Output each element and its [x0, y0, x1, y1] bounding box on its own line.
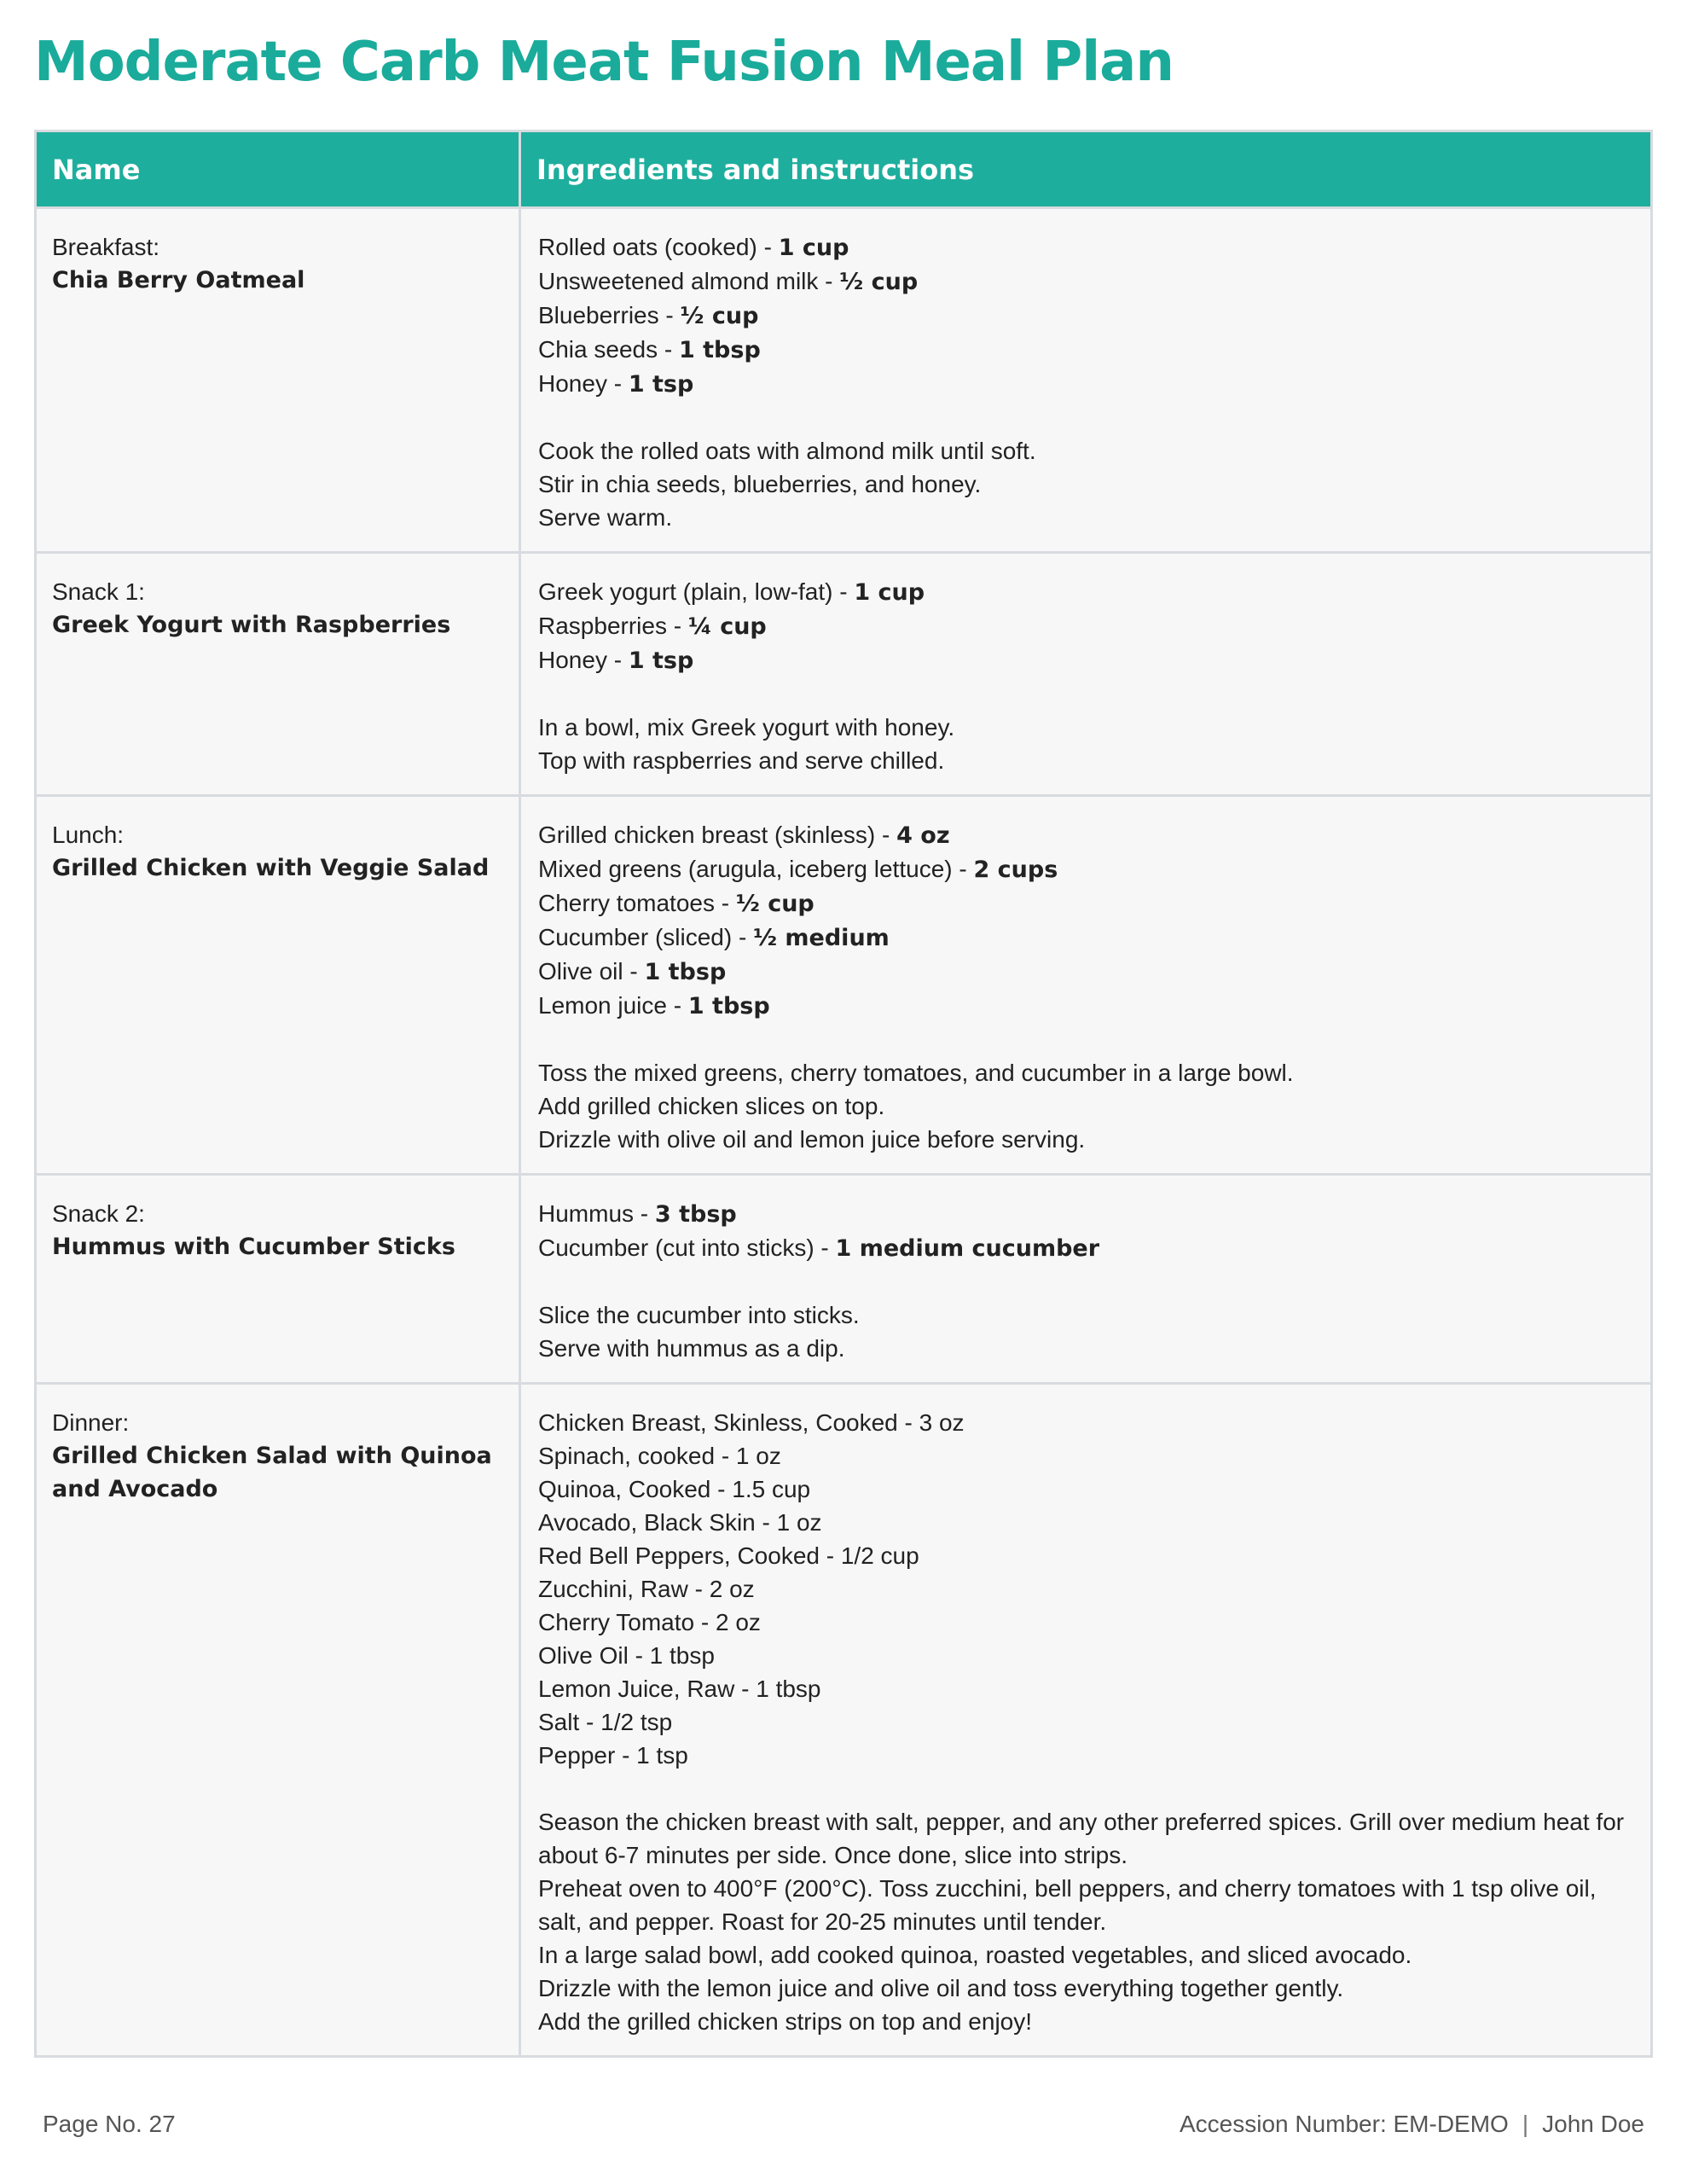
instruction-step: Drizzle with olive oil and lemon juice before serving.: [538, 1126, 1086, 1153]
ingredient-line: [538, 1539, 1633, 1572]
instruction-step: Add the grilled chicken strips on top and enjoy!: [538, 2008, 1033, 2035]
meal-label: Snack 2:: [52, 1200, 145, 1227]
ingredient-item: Rolled oats (cooked) -: [538, 234, 779, 260]
ingredient-line: [538, 955, 1633, 989]
meal-name-cell: [36, 1384, 520, 2057]
ingredient-amount: 1 tbsp: [644, 959, 727, 985]
meal-row: [36, 1384, 1652, 2057]
section-spacer: [538, 677, 1633, 711]
instruction-step: Serve with hummus as a dip.: [538, 1335, 845, 1362]
ingredient-line: [538, 1705, 1633, 1739]
ingredient-amount: 1 tbsp: [678, 337, 761, 363]
instruction-step: Serve warm.: [538, 504, 673, 531]
ingredient-amount: ¼ cup: [687, 613, 767, 640]
section-spacer: [538, 1023, 1633, 1056]
ingredient-item: Honey -: [538, 647, 629, 673]
instruction-step: Drizzle with the lemon juice and olive oil and toss everything together gently.: [538, 1975, 1344, 2001]
meal-name-cell: [36, 796, 520, 1175]
ingredient-item: Spinach, cooked - 1 oz: [538, 1443, 781, 1469]
instruction-step: Slice the cucumber into sticks.: [538, 1302, 860, 1328]
ingredient-line: [538, 852, 1633, 886]
ingredient-item: Chicken Breast, Skinless, Cooked - 3 oz: [538, 1409, 965, 1436]
meal-title: Grilled Chicken Salad with Quinoa and Avocado: [52, 1443, 492, 1502]
ingredient-amount: 2 cups: [973, 857, 1058, 883]
ingredient-line: [538, 643, 1633, 677]
ingredient-amount: 1 tbsp: [687, 993, 770, 1019]
accession-number: Accession Number: EM-DEMO: [1179, 2111, 1509, 2137]
footer-patient-info: [1180, 2111, 1644, 2138]
ingredient-amount: 3 tbsp: [654, 1201, 737, 1228]
ingredient-line: [538, 1572, 1633, 1606]
ingredient-line: [538, 1439, 1633, 1472]
ingredient-item: Lemon Juice, Raw - 1 tbsp: [538, 1676, 821, 1702]
ingredients-cell: [520, 796, 1652, 1175]
meal-title: Chia Berry Oatmeal: [52, 267, 305, 293]
ingredient-line: [538, 921, 1633, 955]
footer-separator: |: [1522, 2111, 1529, 2137]
ingredient-line: [538, 1197, 1633, 1231]
meal-label: Lunch:: [52, 822, 125, 848]
instruction-step: In a bowl, mix Greek yogurt with honey.: [538, 714, 955, 741]
ingredient-line: [538, 1739, 1633, 1772]
ingredient-line: [538, 367, 1633, 401]
instruction-step: Top with raspberries and serve chilled.: [538, 747, 945, 774]
ingredient-line: [538, 333, 1633, 367]
section-spacer: [538, 401, 1633, 434]
instruction-step: Stir in chia seeds, blueberries, and honey.: [538, 471, 982, 497]
ingredient-line: [538, 264, 1633, 299]
meal-plan-table: [34, 130, 1653, 2058]
ingredients-cell: [520, 1384, 1652, 2057]
instruction-step: In a large salad bowl, add cooked quinoa, roasted vegetables, and sliced avocado.: [538, 1942, 1412, 1968]
ingredient-amount: 1 medium cucumber: [835, 1235, 1100, 1262]
ingredient-amount: 1 cup: [854, 579, 925, 606]
instruction-step: Season the chicken breast with salt, pepper, and any other preferred spices. Grill over medium heat for about 6-7 minutes per side. Once done, slice into strips.: [538, 1809, 1625, 1868]
column-header-ingredients: Ingredients and instructions: [520, 131, 1652, 208]
ingredient-line: [538, 299, 1633, 333]
ingredient-amount: ½ cup: [735, 891, 815, 917]
patient-name: John Doe: [1542, 2111, 1644, 2137]
meal-label: Snack 1:: [52, 578, 145, 605]
ingredient-line: [538, 818, 1633, 852]
ingredient-item: Hummus -: [538, 1200, 655, 1227]
ingredient-amount: ½ medium: [753, 925, 890, 951]
ingredient-line: [538, 1472, 1633, 1506]
ingredient-line: [538, 1639, 1633, 1672]
ingredient-amount: ½ cup: [680, 303, 759, 329]
ingredient-item: Blueberries -: [538, 302, 681, 328]
ingredient-line: [538, 1672, 1633, 1705]
ingredient-line: [538, 230, 1633, 264]
ingredient-item: Salt - 1/2 tsp: [538, 1709, 673, 1735]
ingredient-item: Cherry Tomato - 2 oz: [538, 1609, 761, 1635]
ingredient-item: Quinoa, Cooked - 1.5 cup: [538, 1476, 811, 1502]
ingredient-line: [538, 1406, 1633, 1439]
meal-name-cell: [36, 553, 520, 796]
ingredient-item: Cherry tomatoes -: [538, 890, 736, 916]
meal-row: [36, 1175, 1652, 1384]
ingredients-cell: [520, 1175, 1652, 1384]
ingredient-amount: 1 tsp: [628, 648, 694, 674]
ingredient-amount: 1 cup: [778, 235, 849, 261]
ingredient-item: Raspberries -: [538, 613, 688, 639]
meal-name-cell: [36, 208, 520, 553]
meal-label: Dinner:: [52, 1409, 130, 1436]
ingredient-item: Lemon juice -: [538, 992, 688, 1019]
ingredient-amount: ½ cup: [839, 269, 919, 295]
ingredients-cell: [520, 208, 1652, 553]
meal-name-cell: [36, 1175, 520, 1384]
ingredient-item: Honey -: [538, 370, 629, 397]
ingredient-line: [538, 1231, 1633, 1265]
meal-row: [36, 208, 1652, 553]
ingredient-item: Olive oil -: [538, 958, 645, 985]
instruction-step: Toss the mixed greens, cherry tomatoes, and cucumber in a large bowl.: [538, 1060, 1294, 1086]
ingredient-line: [538, 1506, 1633, 1539]
ingredient-item: Zucchini, Raw - 2 oz: [538, 1576, 755, 1602]
meal-title: Grilled Chicken with Veggie Salad: [52, 855, 490, 881]
meal-rows: [36, 208, 1652, 2057]
ingredient-item: Mixed greens (arugula, iceberg lettuce) -: [538, 856, 974, 882]
ingredient-item: Cucumber (cut into sticks) -: [538, 1234, 836, 1261]
table-header-row: [36, 131, 1652, 208]
ingredient-line: [538, 609, 1633, 643]
meal-row: [36, 796, 1652, 1175]
ingredient-amount: 4 oz: [896, 822, 950, 849]
ingredient-item: Grilled chicken breast (skinless) -: [538, 822, 897, 848]
meal-title: Hummus with Cucumber Sticks: [52, 1234, 455, 1260]
ingredient-amount: 1 tsp: [628, 371, 694, 398]
ingredient-line: [538, 989, 1633, 1023]
page-number: Page No. 27: [43, 2111, 176, 2137]
meal-row: [36, 553, 1652, 796]
instruction-step: Add grilled chicken slices on top.: [538, 1093, 885, 1119]
instruction-step: Cook the rolled oats with almond milk until soft.: [538, 438, 1036, 464]
ingredient-line: [538, 886, 1633, 921]
section-spacer: [538, 1265, 1633, 1298]
page-title: Moderate Carb Meat Fusion Meal Plan: [34, 31, 1174, 94]
ingredient-item: Cucumber (sliced) -: [538, 924, 754, 950]
instruction-step: Preheat oven to 400°F (200°C). Toss zucchini, bell peppers, and cherry tomatoes with 1 tsp olive oil, salt, and pepper. Roast for 20-25 minutes until tender.: [538, 1875, 1597, 1935]
meal-title: Greek Yogurt with Raspberries: [52, 612, 451, 638]
ingredient-line: [538, 1606, 1633, 1639]
ingredient-item: Greek yogurt (plain, low-fat) -: [538, 578, 855, 605]
ingredient-item: Unsweetened almond milk -: [538, 268, 840, 294]
section-spacer: [538, 1772, 1633, 1805]
column-header-name: Name: [36, 131, 520, 208]
ingredient-item: Red Bell Peppers, Cooked - 1/2 cup: [538, 1542, 919, 1569]
meal-label: Breakfast:: [52, 234, 160, 260]
ingredient-line: [538, 575, 1633, 609]
ingredient-item: Pepper - 1 tsp: [538, 1742, 688, 1769]
ingredient-item: Olive Oil - 1 tbsp: [538, 1642, 715, 1669]
ingredient-item: Chia seeds -: [538, 336, 679, 363]
ingredients-cell: [520, 553, 1652, 796]
ingredient-item: Avocado, Black Skin - 1 oz: [538, 1509, 822, 1536]
